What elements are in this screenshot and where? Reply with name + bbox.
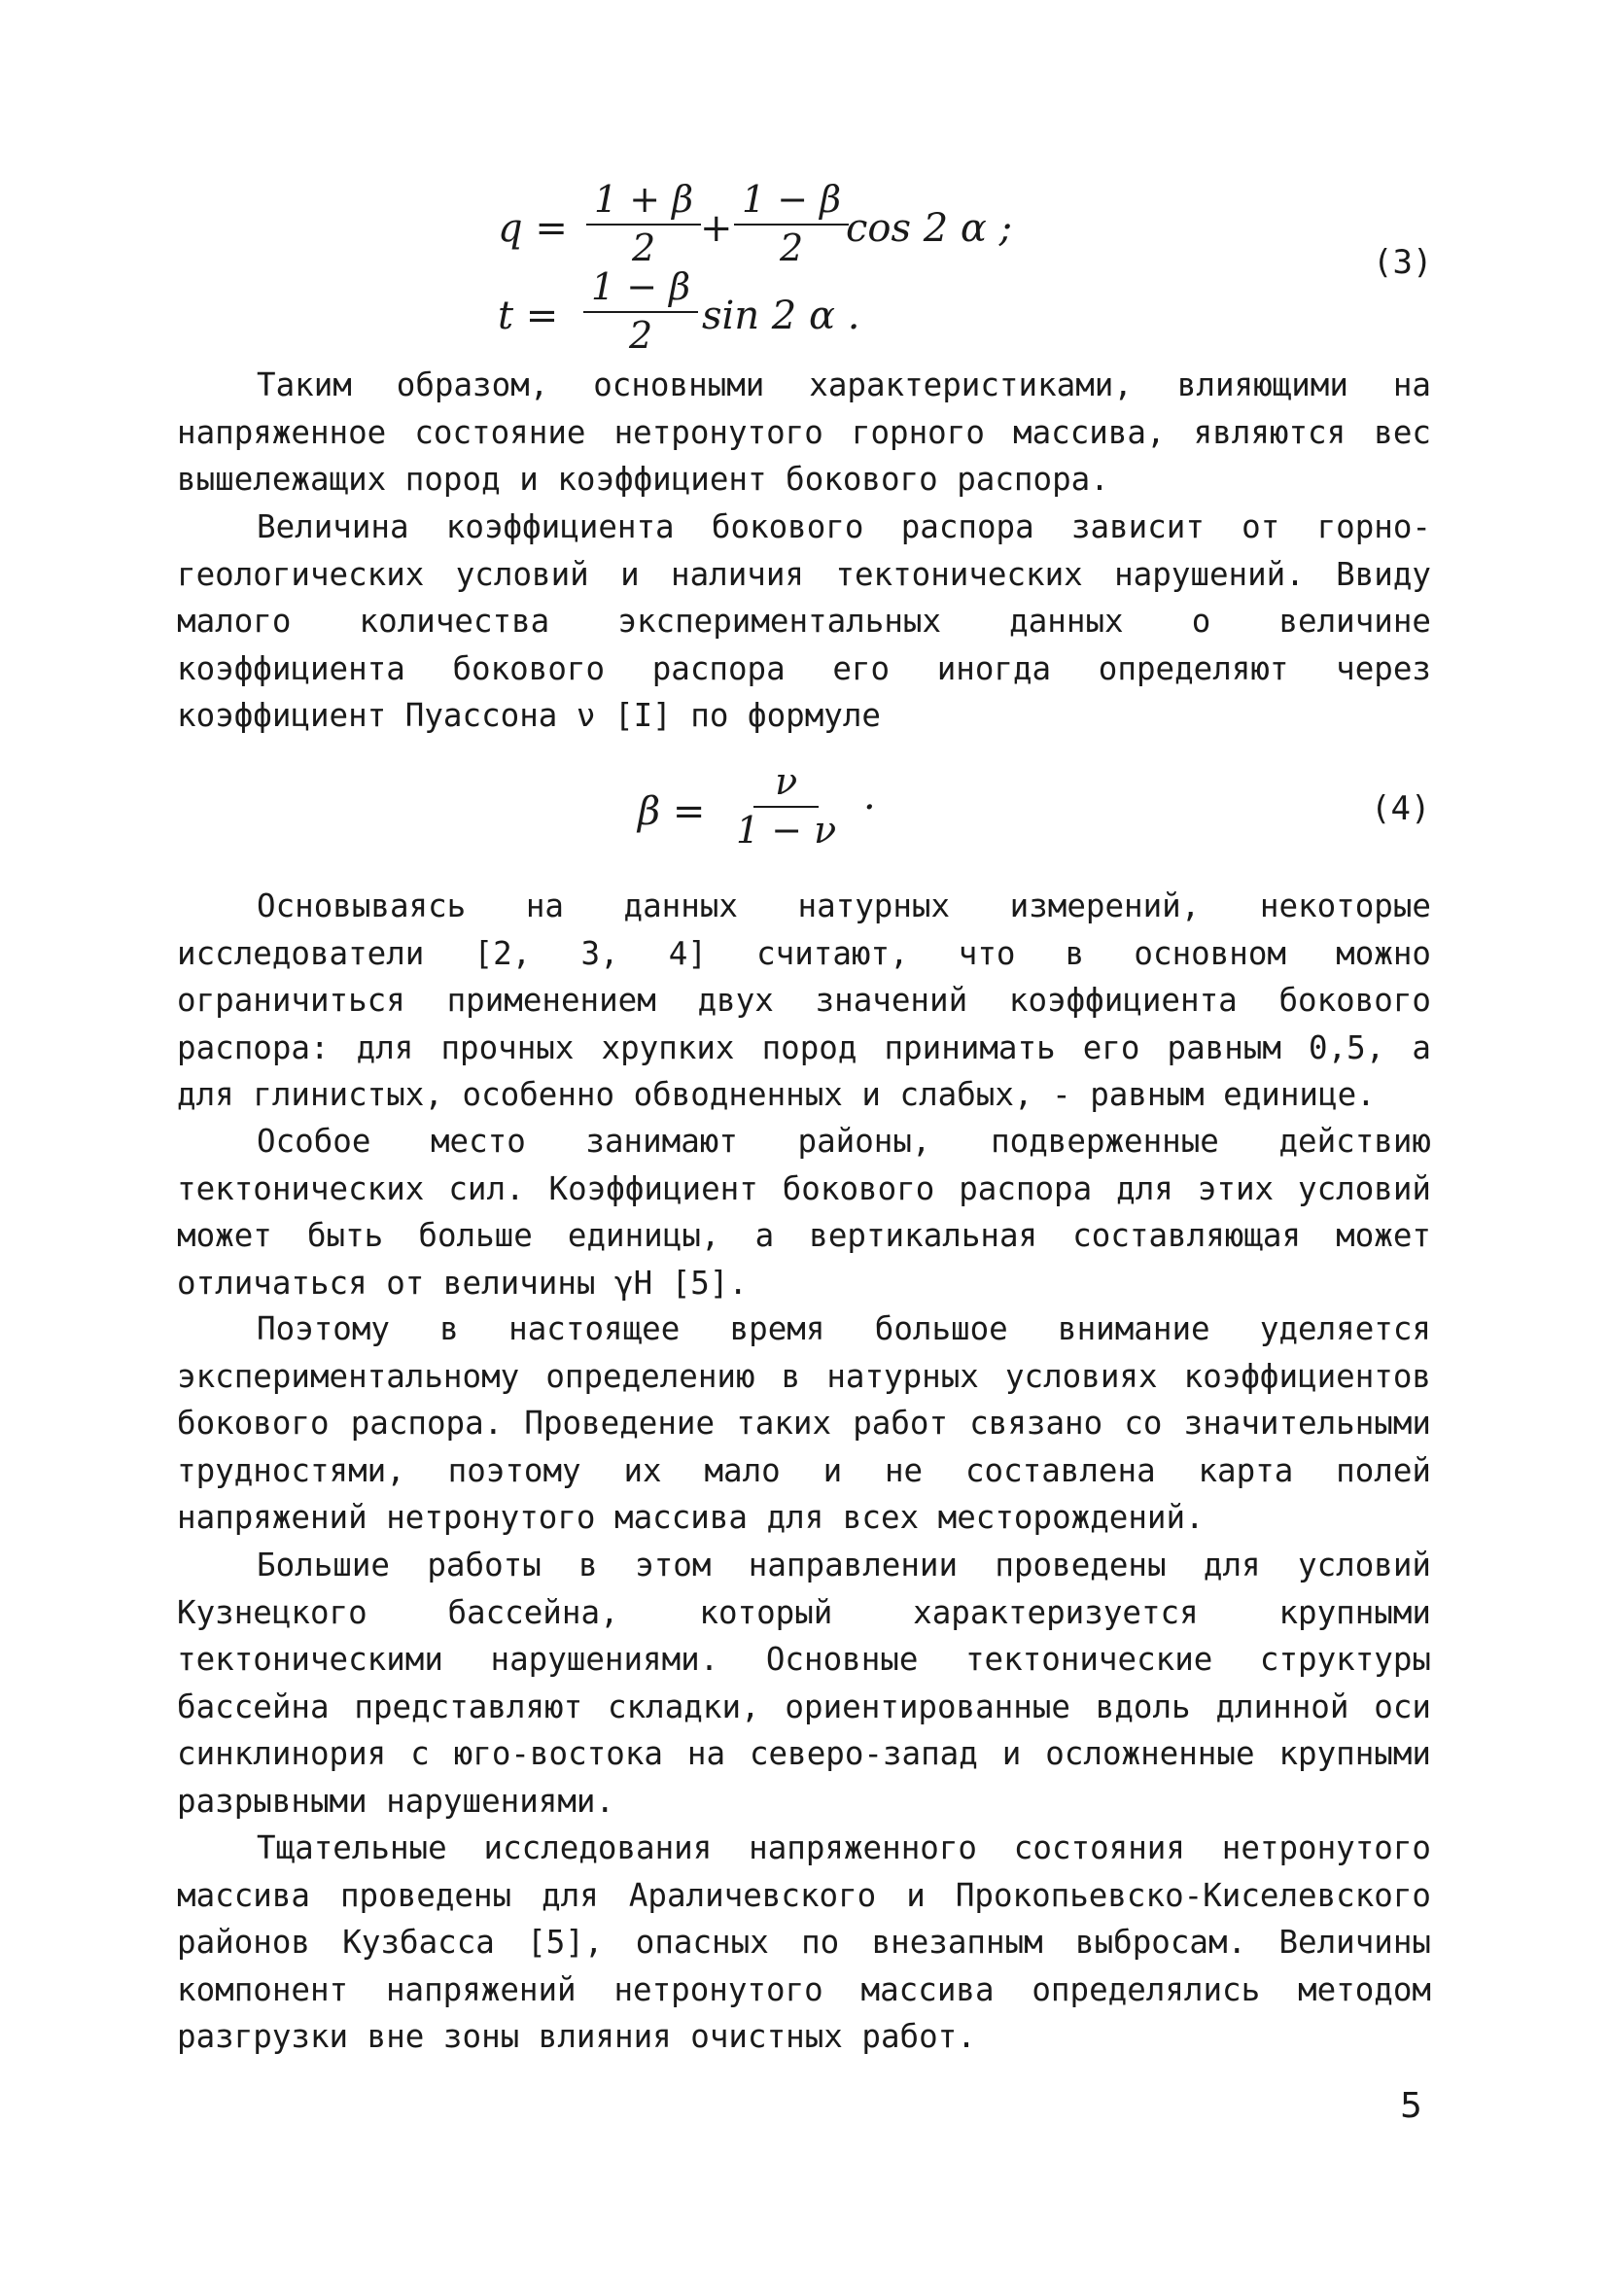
formula-3-term1-fraction (586, 179, 701, 268)
formula-3-term2-numerator: 1 − β (734, 179, 849, 226)
paragraph-6: Большие работы в этом направлении проведены для условий Кузнецкого бассейна, который характеризуется крупными тектоническими нарушениями. Основные тектонические структуры бассейна представляют складки, ориентированные вдоль длинной оси синклинория с юго-востока на северо-запад и осложненные крупными разрывными нарушениями. (177, 1547, 1431, 1820)
formula-3-t-fraction (583, 266, 698, 356)
formula-3-term2-fraction (734, 179, 849, 268)
formula-3-term2-tail: cos 2 α ; (846, 206, 1013, 251)
page-number: 5 (1400, 2086, 1422, 2126)
formula-3-number: (3) (1373, 243, 1433, 282)
formula-4-number: (4) (1371, 789, 1431, 828)
formula-3-t-lhs: t = (498, 294, 559, 338)
formula-3-term1-denominator: 2 (631, 226, 656, 269)
formula-3-q-lhs: q = (498, 206, 568, 251)
formula-3-t-numerator: 1 − β (583, 266, 698, 313)
formula-4-fraction (715, 761, 857, 851)
paragraph-1: Таким образом, основными характеристиками, влияющими на напряженное состояние нетронутого горного массива, являются вес вышележащих пород и коэффициент бокового распора. (177, 366, 1431, 498)
paragraph-4: Особое место занимают районы, подверженные действию тектонических сил. Коэффициент бокового распора для этих условий может быть больше единицы, а вертикальная составляющая может отличаться от величины γH [5]. (177, 1123, 1431, 1302)
formula-3-t-tail: sin 2 α . (702, 294, 860, 338)
formula-3-term2-denominator: 2 (779, 226, 804, 269)
formula-3-plus: + (700, 206, 733, 251)
paragraph-7: Тщательные исследования напряженного состояния нетронутого массива проведены для Араличевского и Прокопьевско-Киселевского районов Кузбасса [5], опасных по внезапным выбросам. Величины компонент напряжений нетронутого массива определялись методом разгрузки вне зоны влияния очистных работ. (177, 1829, 1431, 2055)
formula-3-term1-numerator: 1 + β (586, 179, 701, 226)
paragraph-2: Величина коэффициента бокового распора зависит от горно-геологических условий и наличия тектонических нарушений. Ввиду малого количества экспериментальных данных о величине коэффициента бокового распора его иногда определяют через коэффициент Пуассона ν [I] по формуле (177, 508, 1431, 734)
formula-4-numerator: ν (753, 761, 819, 808)
formula-4-dot: · (863, 785, 876, 830)
formula-3-t-denominator: 2 (628, 314, 653, 357)
paragraph-5: Поэтому в настоящее время большое внимание уделяется экспериментальному определению в натурных условиях коэффициентов бокового распора. Проведение таких работ связано со значительными трудностями, поэтому их мало и не составлена карта полей напряжений нетронутого массива для всех месторождений. (177, 1310, 1431, 1536)
paragraph-3: Основываясь на данных натурных измерений, некоторые исследователи [2, 3, 4] считают, что в основном можно ограничиться применением двух значений коэффициента бокового распора: для прочных хрупких пород принимать его равным 0,5, а для глинистых, особенно обводненных и слабых, - равным единице. (177, 887, 1431, 1113)
formula-4-lhs: β = (638, 789, 706, 834)
formula-4-denominator: 1 − ν (736, 809, 837, 852)
